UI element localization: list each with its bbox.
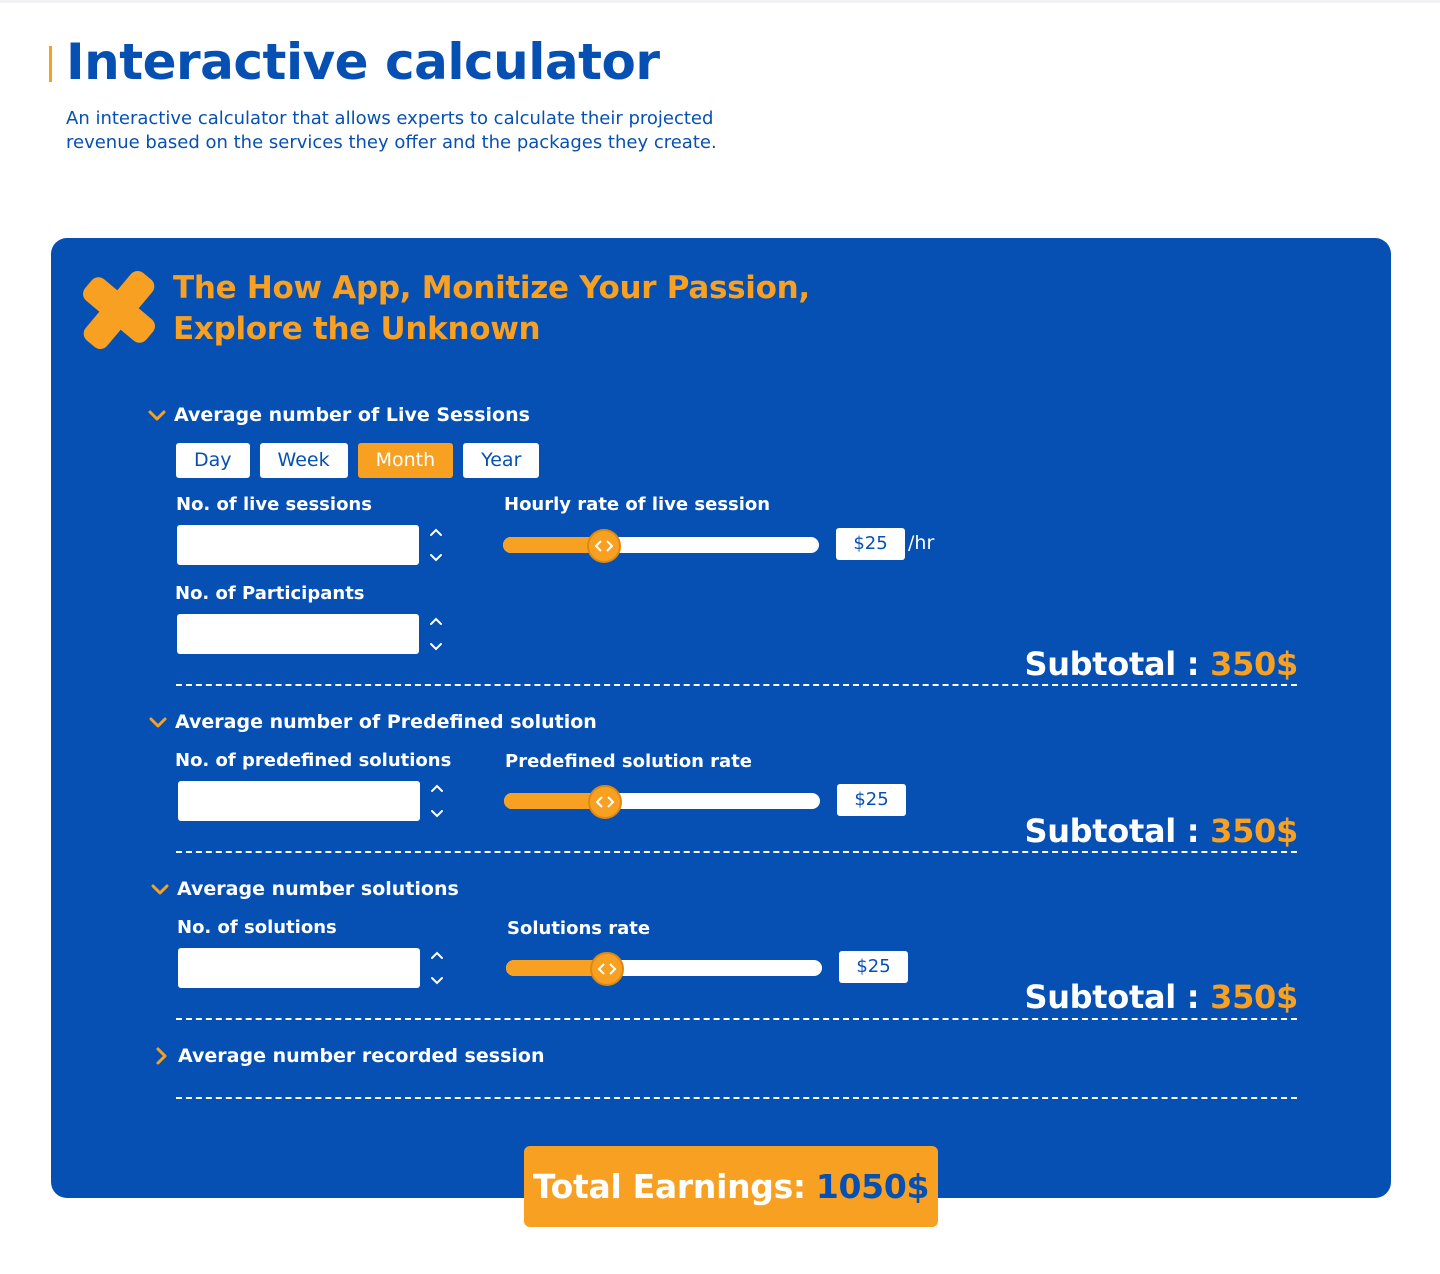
live-sessions-subtotal: [1024, 645, 1298, 683]
chevron-down-icon: [148, 877, 172, 901]
subtotal-label: Subtotal :: [1024, 645, 1200, 683]
chevron-up-icon[interactable]: [428, 525, 444, 541]
section-predefined-title: Average number of Predefined solution: [175, 711, 597, 733]
section-live-sessions-title: Average number of Live Sessions: [174, 404, 530, 426]
chevron-down-icon[interactable]: [428, 549, 444, 565]
subtotal-amount: 350$: [1210, 645, 1298, 683]
participants-input[interactable]: [177, 614, 419, 654]
hourly-rate-label: Hourly rate of live session: [504, 494, 771, 515]
predefined-count-input[interactable]: [178, 781, 420, 821]
slider-thumb[interactable]: [590, 952, 624, 986]
section-divider: [176, 1018, 1297, 1020]
hourly-rate-slider[interactable]: [503, 525, 819, 565]
subtotal-label: Subtotal :: [1024, 978, 1200, 1016]
hourly-rate-value[interactable]: $25: [836, 528, 905, 560]
slider-thumb[interactable]: [587, 529, 621, 563]
predefined-subtotal: [1024, 812, 1298, 850]
section-divider: [176, 1097, 1297, 1099]
predefined-count-label: No. of predefined solutions: [175, 750, 452, 771]
section-predefined-header[interactable]: [146, 710, 597, 734]
live-sessions-count-stepper: [427, 525, 445, 565]
title-accent-bar: [49, 46, 52, 82]
solutions-rate-label: Solutions rate: [507, 918, 651, 939]
drag-arrows-icon: [593, 539, 615, 553]
section-divider: [176, 851, 1297, 853]
participants-stepper: [427, 614, 445, 654]
period-tabs: [176, 443, 539, 478]
page-title: Interactive calculator: [66, 33, 660, 91]
solutions-rate-value[interactable]: $25: [839, 951, 908, 983]
chevron-up-icon[interactable]: [429, 781, 445, 797]
drag-arrows-icon: [594, 795, 616, 809]
chevron-down-icon[interactable]: [429, 972, 445, 988]
section-live-sessions-header[interactable]: [145, 403, 530, 427]
section-solutions-header[interactable]: [148, 877, 459, 901]
total-earnings: [524, 1146, 938, 1227]
total-earnings-label: Total Earnings:: [532, 1167, 806, 1206]
brand-title: The How App, Monitize Your Passion, Explore the Unknown: [173, 270, 810, 347]
participants-label: No. of Participants: [175, 583, 365, 604]
predefined-rate-label: Predefined solution rate: [505, 751, 753, 772]
live-sessions-count-input[interactable]: [177, 525, 419, 565]
hourly-rate-unit: /hr: [908, 532, 935, 554]
subtotal-amount: 350$: [1210, 812, 1298, 850]
solutions-subtotal: [1024, 978, 1298, 1016]
section-recorded-title: Average number recorded session: [178, 1045, 545, 1067]
total-earnings-amount: 1050$: [815, 1167, 930, 1206]
chevron-down-icon[interactable]: [428, 638, 444, 654]
drag-arrows-icon: [596, 962, 618, 976]
solutions-count-input[interactable]: [178, 948, 420, 988]
tab-month[interactable]: Month: [358, 443, 454, 478]
chevron-down-icon: [146, 710, 170, 734]
chevron-right-icon: [149, 1044, 173, 1068]
solutions-count-label: No. of solutions: [177, 917, 337, 938]
solutions-rate-slider[interactable]: [506, 948, 822, 988]
section-recorded-header[interactable]: [149, 1044, 544, 1068]
page-description: An interactive calculator that allows experts to calculate their projected revenue based on the services they offer and the packages they create.: [66, 108, 717, 153]
predefined-rate-value[interactable]: $25: [837, 784, 906, 816]
tab-week[interactable]: Week: [260, 443, 348, 478]
top-divider: [0, 0, 1440, 3]
chevron-up-icon[interactable]: [429, 948, 445, 964]
subtotal-amount: 350$: [1210, 978, 1298, 1016]
predefined-count-stepper: [428, 781, 446, 821]
predefined-rate-slider[interactable]: [504, 781, 820, 821]
section-divider: [176, 684, 1297, 686]
subtotal-label: Subtotal :: [1024, 812, 1200, 850]
solutions-count-stepper: [428, 948, 446, 988]
x-cross-logo-icon: [79, 266, 159, 354]
chevron-down-icon[interactable]: [429, 805, 445, 821]
tab-day[interactable]: Day: [176, 443, 250, 478]
live-sessions-count-label: No. of live sessions: [176, 494, 372, 515]
chevron-down-icon: [145, 403, 169, 427]
section-solutions-title: Average number solutions: [177, 878, 459, 900]
slider-thumb[interactable]: [588, 785, 622, 819]
chevron-up-icon[interactable]: [428, 614, 444, 630]
tab-year[interactable]: Year: [463, 443, 539, 478]
